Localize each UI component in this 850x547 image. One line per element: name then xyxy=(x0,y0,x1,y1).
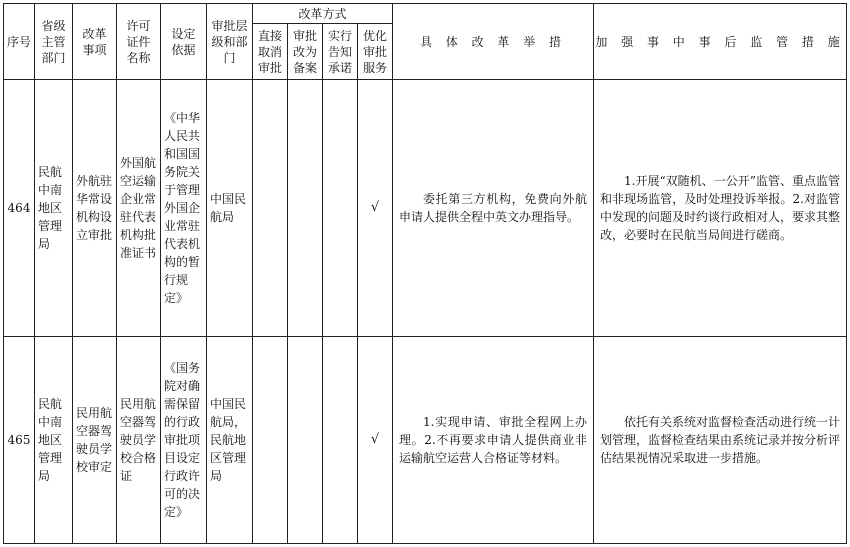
reform-table xyxy=(3,3,847,544)
header-basis: 设定依据 xyxy=(161,4,207,80)
cell-basis: 《国务院对确需保留的行政审批项目设定行政许可的决定》 xyxy=(161,337,207,544)
cell-license: 民用航空器驾驶员学校合格证 xyxy=(117,337,161,544)
cell-cancel xyxy=(253,80,288,337)
header-filing: 审批改为备案 xyxy=(288,24,323,80)
cell-basis: 《中华人民共和国国务院关于管理外国企业常驻代表机构的暂行规定》 xyxy=(161,80,207,337)
header-cancel: 直接取消审批 xyxy=(253,24,288,80)
header-notify: 实行告知承诺 xyxy=(323,24,358,80)
cell-item: 民用航空器驾驶员学校审定 xyxy=(73,337,117,544)
cell-item: 外航驻华常设机构设立审批 xyxy=(73,80,117,337)
cell-notify xyxy=(323,337,358,544)
header-dept: 省级主管部门 xyxy=(35,4,73,80)
header-supervision: 加 强 事 中 事 后 监 管 措 施 xyxy=(594,4,847,80)
cell-measures: 1.实现申请、审批全程网上办理。2.不再要求申请人提供商业非运输航空运营人合格证等材料。 xyxy=(393,337,594,544)
header-item: 改革事项 xyxy=(73,4,117,80)
table-row xyxy=(4,337,847,544)
cell-level: 中国民航局，民航地区管理局 xyxy=(207,337,253,544)
cell-seq: 464 xyxy=(4,80,35,337)
cell-level: 中国民航局 xyxy=(207,80,253,337)
cell-cancel xyxy=(253,337,288,544)
cell-seq: 465 xyxy=(4,337,35,544)
header-row-top xyxy=(4,4,847,24)
header-level: 审批层级和部门 xyxy=(207,4,253,80)
header-reform-group: 改革方式 xyxy=(253,4,393,24)
cell-optimize: √ xyxy=(358,337,393,544)
cell-measures: 委托第三方机构，免费向外航申请人提供全程中英文办理指导。 xyxy=(393,80,594,337)
cell-dept: 民航中南地区管理局 xyxy=(35,337,73,544)
cell-filing xyxy=(288,337,323,544)
cell-filing xyxy=(288,80,323,337)
header-measures: 具 体 改 革 举 措 xyxy=(393,4,594,80)
header-optimize: 优化审批服务 xyxy=(358,24,393,80)
cell-optimize: √ xyxy=(358,80,393,337)
header-seq: 序号 xyxy=(4,4,35,80)
cell-dept: 民航中南地区管理局 xyxy=(35,80,73,337)
header-license: 许可证件名称 xyxy=(117,4,161,80)
cell-supervision: 1.开展“双随机、一公开”监管、重点监管和非现场监管，及时处理投诉举报。2.对监管中发现的问题及时约谈行政相对人，要求其整改，必要时在民航当局间进行磋商。 xyxy=(594,80,847,337)
table-row xyxy=(4,80,847,337)
cell-supervision: 依托有关系统对监督检查活动进行统一计划管理，监督检查结果由系统记录并按分析评估结果视情况采取进一步措施。 xyxy=(594,337,847,544)
cell-license: 外国航空运输企业常驻代表机构批准证书 xyxy=(117,80,161,337)
cell-notify xyxy=(323,80,358,337)
